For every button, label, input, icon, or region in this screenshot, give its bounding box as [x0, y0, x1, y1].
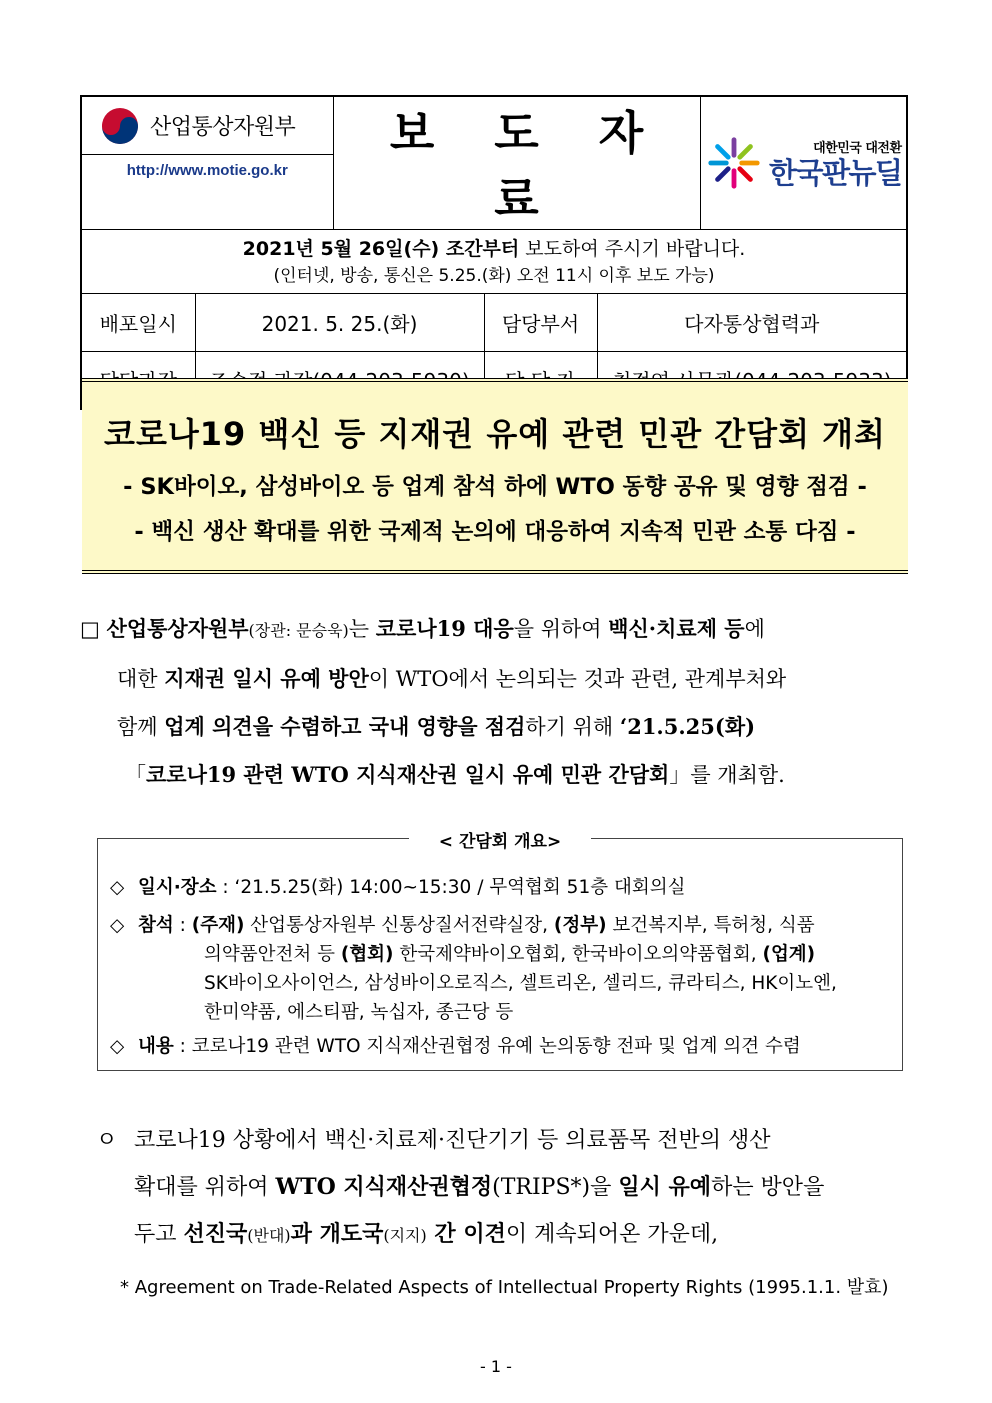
meeting-when	[110, 873, 685, 902]
text-span: 이 WTO에서 논의되는 것과 관련, 관계부처와	[368, 667, 787, 691]
meeting-overview-box	[97, 832, 903, 1071]
diamond-bullet-icon: ◇	[110, 915, 125, 936]
embargo-cell	[81, 230, 907, 294]
text-span: 에	[744, 617, 765, 641]
lead-paragraph	[80, 605, 920, 799]
attendee-line: SK바이오사이언스, 삼성바이오로직스, 셀트리온, 셀리드, 큐라티스, HK이노엔,	[204, 973, 837, 994]
what-value: : 코로나19 관련 WTO 지식재산권협정 유예 논의동향 전파 및 업계 의견 수렴	[173, 1036, 801, 1057]
meeting-agenda	[110, 1032, 801, 1061]
text-span: 두고	[134, 1222, 184, 1247]
newdeal-logo-cell	[700, 96, 907, 230]
text-span: 하는 방안을	[711, 1175, 825, 1200]
headline-box	[82, 378, 908, 574]
newdeal-star-icon	[705, 134, 763, 192]
waiver-ref: 지재권 일시 유예 방안	[164, 666, 369, 691]
text-span: 확대를 위하여	[134, 1175, 276, 1200]
ministry-name: 산업통상자원부	[150, 115, 296, 140]
text-span: (지지)	[383, 1226, 427, 1245]
text-span: 」를 개최함.	[669, 763, 785, 787]
text-span: 산업통상자원부 신통상질서전략실장,	[244, 915, 554, 936]
tag-industry: (업계)	[762, 944, 816, 965]
disagreement-ref: 간 이견	[426, 1221, 506, 1247]
subtitle-2: - 백신 생산 확대를 위한 국제적 논의에 대응하여 지속적 민관 소통 다짐 -	[134, 519, 856, 545]
text-span: 과	[290, 1221, 320, 1247]
newdeal-title: 한국판뉴딜	[768, 155, 902, 190]
footnote: * Agreement on Trade-Related Aspects of Intellectual Property Rights (1995.1.1. 발효)	[120, 1277, 889, 1298]
embargo-date: 2021년 5월 26일(수) 조간부터	[242, 237, 520, 260]
text-span: (TRIPS*)을	[492, 1175, 619, 1200]
when-label: 일시·장소	[138, 877, 217, 898]
tag-gov: (정부)	[553, 915, 607, 936]
release-label: 배포일시	[82, 294, 195, 351]
diamond-bullet-icon: ◇	[110, 877, 125, 898]
header-table	[80, 95, 908, 410]
who-label: 참석	[138, 915, 174, 936]
page-number: - 1 -	[480, 1357, 512, 1376]
attendee-line: 한미약품, 에스티팜, 녹십자, 종근당 등	[204, 1002, 514, 1023]
square-bullet-icon: □	[80, 617, 100, 641]
tag-chair: (주재)	[191, 915, 245, 936]
main-title: 코로나19 백신 등 지재권 유예 관련 민관 간담회 개최	[104, 415, 886, 453]
minister-ref: (장관: 문승욱)	[248, 621, 349, 640]
text-span: 코로나19 상황에서 백신·치료제·진단기기 등 의료품목 전반의 생산	[134, 1128, 771, 1153]
embargo-note: (인터넷, 방송, 통신은 5.25.(화) 오전 11시 이후 보도 가능)	[273, 265, 715, 286]
meeting-attendees	[110, 911, 837, 1027]
bracket-open: 「	[125, 763, 146, 787]
embargo-text: 보도하여 주시기 바랍니다.	[519, 237, 746, 260]
dept-value: 다자통상협력과	[597, 294, 906, 351]
vaccine-ref: 백신·치료제 등	[608, 616, 745, 641]
diamond-bullet-icon: ◇	[110, 1036, 125, 1057]
ministry-ref: 산업통상자원부	[106, 616, 249, 641]
developing-ref: 개도국	[319, 1221, 384, 1247]
trips-ref: WTO 지식재산권협정	[275, 1174, 493, 1200]
text-span: (반대)	[247, 1226, 291, 1245]
covid-response: 코로나19 대응	[375, 616, 514, 641]
meeting-date: ‘21.5.25(화)	[619, 714, 756, 739]
taegeuk-logo-icon	[100, 106, 140, 146]
text-span: :	[173, 915, 192, 936]
text-span: 대한	[117, 667, 165, 691]
ministry-logo-cell	[81, 96, 333, 230]
text-span: 이 계속되어온 가운데,	[505, 1222, 719, 1247]
text-span: 하기 위해	[525, 715, 620, 739]
text-span: 의약품안전처 등	[204, 944, 341, 965]
text-span: 는	[348, 617, 376, 641]
what-label: 내용	[138, 1036, 174, 1057]
text-span: 한국제약바이오협회, 한국바이오의약품협회,	[393, 944, 763, 965]
when-value: : ‘21.5.25(화) 14:00~15:30 / 무역협회 51층 대회의실	[216, 877, 686, 898]
text-span: 보건복지부, 특허청, 식품	[606, 915, 815, 936]
tag-assoc: (협회)	[340, 944, 394, 965]
circle-bullet-icon: ㅇ	[96, 1128, 118, 1153]
body-paragraph	[96, 1118, 936, 1259]
text-span: 함께	[117, 715, 165, 739]
release-value: 2021. 5. 25.(화)	[195, 294, 484, 351]
subtitle-1: - SK바이오, 삼성바이오 등 업계 참석 하에 WTO 동향 공유 및 영향 점검 -	[123, 474, 867, 500]
developed-ref: 선진국	[183, 1221, 248, 1247]
waiver-emph: 일시 유예	[618, 1174, 712, 1200]
dept-label: 담당부서	[484, 294, 597, 351]
meeting-overview-title: < 간담회 개요>	[409, 832, 591, 852]
opinion-ref: 업계 의견을 수렴하고 국내 영향을 점검	[164, 714, 526, 739]
ministry-url[interactable]: http://www.motie.go.kr	[126, 162, 288, 179]
meeting-name: 코로나19 관련 WTO 지식재산권 일시 유예 민관 간담회	[146, 762, 670, 787]
doc-title: 보 도 자 료	[333, 96, 700, 230]
newdeal-subtitle: 대한민국 대전환	[813, 140, 902, 156]
text-span: 을 위하여	[513, 617, 609, 641]
